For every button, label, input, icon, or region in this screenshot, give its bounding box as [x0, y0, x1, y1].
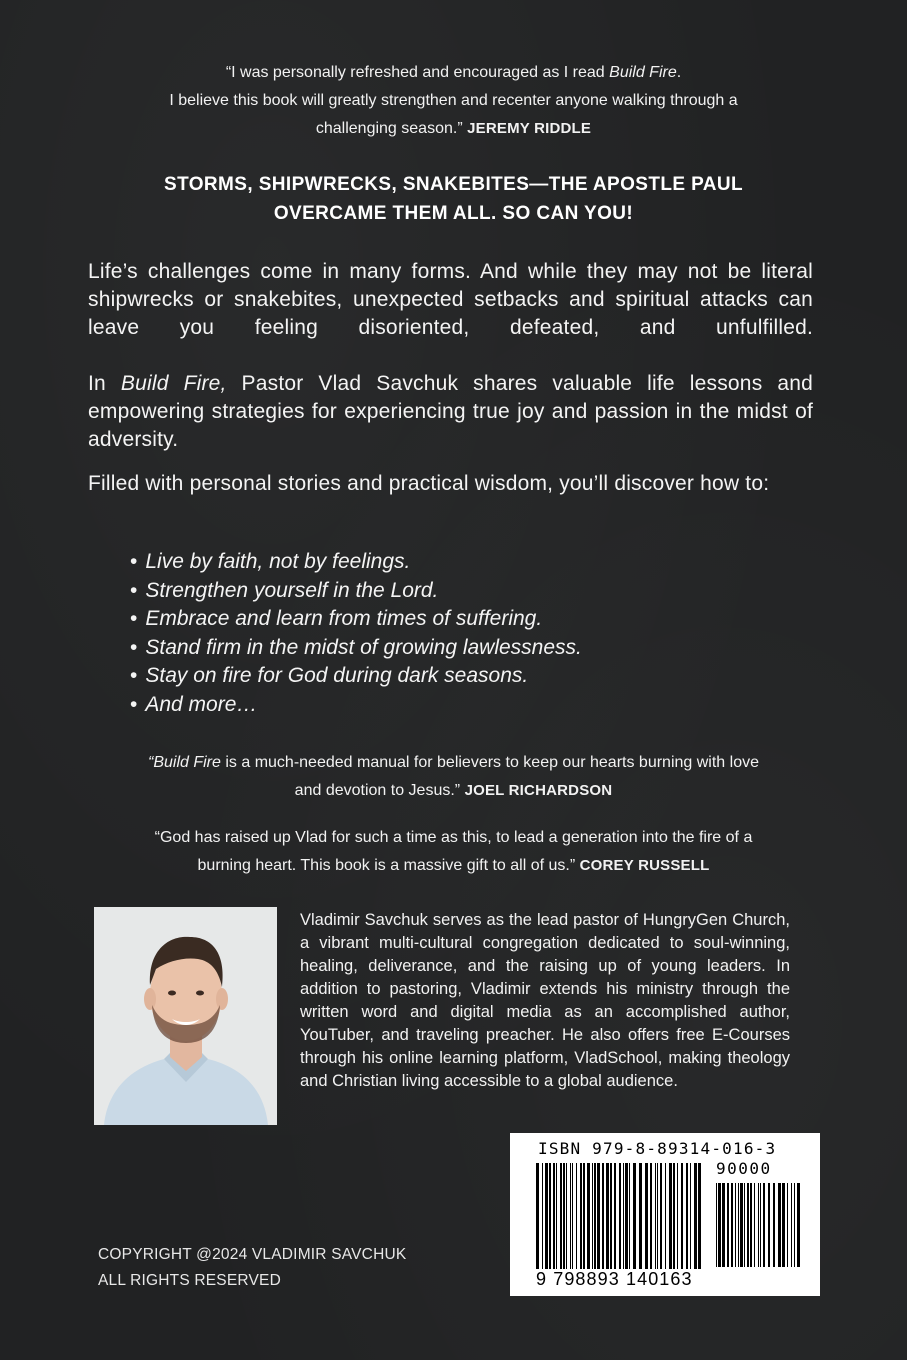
barcode-bar [665, 1163, 666, 1269]
barcode-bar [740, 1183, 743, 1267]
list-item: • Embrace and learn from times of suffering. [130, 605, 582, 634]
list-item: • And more… [130, 691, 582, 720]
barcode-bar [690, 1163, 691, 1269]
barcode-bar [731, 1183, 733, 1267]
ean-digits: 9 798893 140163 [536, 1269, 693, 1289]
barcode-bar [750, 1183, 752, 1267]
copyright-notice [98, 1242, 406, 1294]
paragraph-text: In [88, 372, 121, 395]
barcode-bar [768, 1183, 770, 1267]
book-summary-paragraph [88, 370, 813, 482]
barcode-bar [602, 1163, 604, 1269]
quote-text: I believe this book will greatly strengthen and recenter anyone walking through a [169, 92, 738, 109]
headline [60, 170, 847, 228]
barcode-bar [592, 1163, 593, 1269]
price-code: 90000 [716, 1159, 772, 1178]
barcode-bar [735, 1183, 736, 1267]
quote-text: . [676, 64, 682, 81]
barcode-bar [716, 1183, 717, 1267]
list-item: • Stand firm in the midst of growing lawlessness. [130, 634, 582, 663]
book-title: “Build Fire [148, 754, 221, 771]
barcode-bar [566, 1163, 567, 1269]
barcode-bar [791, 1183, 792, 1267]
endorsement-joel-richardson [60, 749, 847, 805]
barcode-bar [560, 1163, 562, 1269]
intro-paragraph: Life’s challenges come in many forms. And while they may not be literal shipwrecks or snakebites, unexpected setbacks and spiritual attacks can leave you feeling disoriented, defeated, and unfulfilled. [88, 260, 813, 339]
barcode-bar [553, 1163, 555, 1269]
barcode-bar [610, 1163, 612, 1269]
benefits-list [130, 548, 582, 719]
endorser-name: JOEL RICHARDSON [464, 782, 613, 799]
barcode-bar [563, 1163, 565, 1269]
barcode-bar [570, 1163, 571, 1269]
author-photo [94, 907, 277, 1125]
barcode-bar [633, 1163, 636, 1269]
quote-text: and devotion to Jesus.” [294, 782, 465, 799]
barcode-bar [669, 1163, 672, 1269]
list-item: • Stay on fire for God during dark seasons. [130, 662, 582, 691]
barcode-bar [763, 1183, 765, 1267]
barcode-bar [645, 1163, 648, 1269]
author-bio: Vladimir Savchuk serves as the lead pastor of HungryGen Church, a vibrant multi-cultural congregation dedicated to soul-winning, healing, deliverance, and the raising up of young leaders. In addition to pastoring, Vladimir extends his ministry through the written word and digital media as an accomplished author, YouTuber, and traveling preacher. He also offers free E-Courses through his online learning platform, VladSchool, making theology and Christian living accessible to a global audience. [300, 911, 790, 1090]
headline-line: OVERCAME THEM ALL. SO CAN YOU! [273, 203, 634, 224]
barcode-bar [655, 1163, 656, 1269]
barcode-bar [738, 1183, 739, 1267]
barcode-bar [694, 1163, 697, 1269]
barcode-bar [629, 1163, 630, 1269]
endorsement-corey-russell [60, 824, 847, 880]
endorser-name: COREY RUSSELL [579, 857, 710, 874]
barcode-bar [660, 1163, 662, 1269]
quote-text: “I was personally refreshed and encouraged as I read [225, 64, 610, 81]
barcode-bar [718, 1183, 721, 1267]
barcode-bar [572, 1163, 573, 1269]
barcode-bar [619, 1163, 621, 1269]
barcode-bar [787, 1183, 788, 1267]
barcode-bar [747, 1183, 749, 1267]
barcode-bar [782, 1183, 785, 1267]
barcode-bar [681, 1163, 683, 1269]
addon-barcode-bars [716, 1183, 800, 1267]
barcode-bar [744, 1183, 745, 1267]
barcode-bar [698, 1163, 701, 1269]
quote-text: is a much-needed manual for believers to keep our hearts burning with love [220, 754, 759, 771]
barcode-bar [580, 1163, 582, 1269]
barcode-bar [677, 1163, 678, 1269]
barcode-bar [597, 1163, 600, 1269]
barcode-bar [614, 1163, 616, 1269]
barcode-bar [727, 1183, 729, 1267]
barcode-bar [536, 1163, 539, 1269]
list-item: • Live by faith, not by feelings. [130, 548, 582, 577]
barcode-bar [545, 1163, 548, 1269]
barcode-bar [639, 1163, 642, 1269]
barcode-bar [722, 1183, 725, 1267]
barcode-bar [673, 1163, 675, 1269]
endorsement-jeremy-riddle [60, 59, 847, 143]
barcode-bar [773, 1183, 775, 1267]
barcode-bar [594, 1163, 596, 1269]
paragraph-text: Pastor Vlad Savchuk shares valuable life lessons and empowering strategies for experiencing true joy and passion in the midst of adversity. [88, 372, 814, 451]
barcode-bar [794, 1183, 795, 1267]
barcode-bar [549, 1163, 551, 1269]
barcode-bar [625, 1163, 628, 1269]
book-title: Build Fire, [120, 372, 227, 395]
isbn-number: ISBN 979-8-89314-016-3 [538, 1139, 777, 1158]
barcode-bar [576, 1163, 577, 1269]
discover-paragraph: Filled with personal stories and practical wisdom, you’ll discover how to: [88, 472, 770, 495]
quote-text: burning heart. This book is a massive gift to all of us.” [197, 857, 580, 874]
endorser-name: JEREMY RIDDLE [467, 120, 592, 137]
ean-barcode-bars [536, 1163, 704, 1269]
quote-text: “God has raised up Vlad for such a time as this, to lead a generation into the fire of a [154, 829, 753, 846]
barcode-bar [587, 1163, 590, 1269]
copyright-line: COPYRIGHT @2024 VLADIMIR SAVCHUK [98, 1246, 407, 1263]
quote-text: challenging season.” [315, 120, 468, 137]
barcode-bar [623, 1163, 624, 1269]
barcode-bar [778, 1183, 781, 1267]
barcode-bar [542, 1163, 543, 1269]
barcode-bar [754, 1183, 755, 1267]
barcode-bar [556, 1163, 557, 1269]
barcode-bar [760, 1183, 761, 1267]
barcode-bar [650, 1163, 652, 1269]
barcode-bar [583, 1163, 585, 1269]
author-portrait-illustration [94, 907, 277, 1125]
book-title: Build Fire [609, 64, 677, 81]
barcode-bar [797, 1183, 800, 1267]
barcode-bar [657, 1163, 658, 1269]
copyright-line: ALL RIGHTS RESERVED [98, 1272, 281, 1289]
barcode-bar [606, 1163, 609, 1269]
isbn-barcode [510, 1133, 820, 1296]
barcode-bar [758, 1183, 759, 1267]
list-item: • Strengthen yourself in the Lord. [130, 577, 582, 606]
headline-line: STORMS, SHIPWRECKS, SNAKEBITES—THE APOSTLE PAUL [164, 174, 743, 195]
barcode-bar [686, 1163, 688, 1269]
